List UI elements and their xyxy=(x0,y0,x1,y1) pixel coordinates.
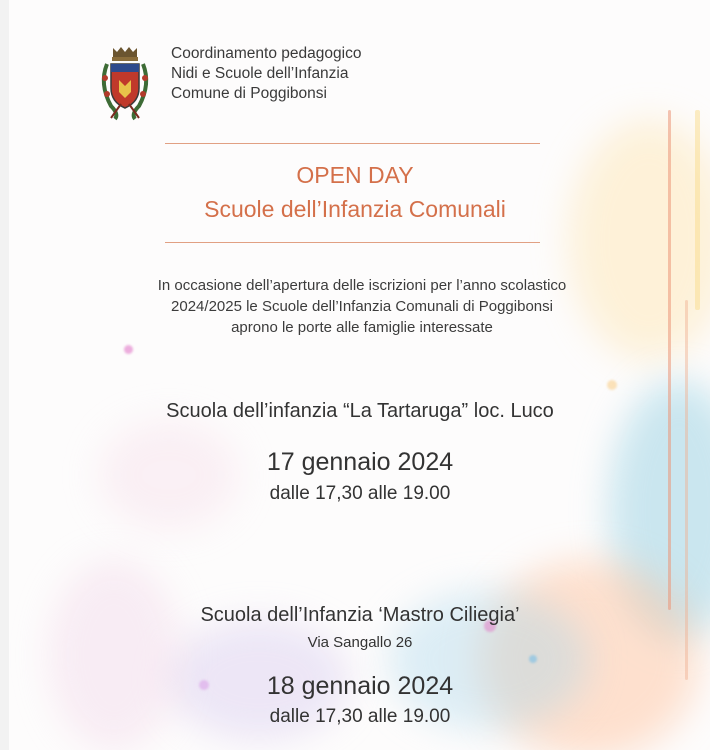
event-title: OPEN DAY xyxy=(296,162,414,188)
coat-of-arms-icon xyxy=(95,44,155,124)
header-text xyxy=(171,44,491,104)
header-line-comune: Comune di Poggibonsi xyxy=(171,85,327,102)
divider-top xyxy=(165,143,540,144)
divider-bottom xyxy=(165,242,540,243)
school-date-tartaruga: 17 gennaio 2024 xyxy=(266,448,454,476)
event-subtitle: Scuole dell’Infanzia Comunali xyxy=(204,196,506,222)
header-line-nidi: Nidi e Scuole dell’Infanzia xyxy=(171,65,349,82)
school-name-mastro-ciliegia: Scuola dell’Infanzia ‘Mastro Ciliegia’ xyxy=(200,604,520,626)
school-time-mastro-ciliegia: dalle 17,30 alle 19.00 xyxy=(269,706,451,727)
school-name-tartaruga: Scuola dell’infanzia “La Tartaruga” loc. Luco xyxy=(166,400,554,422)
paint-dot xyxy=(529,655,537,663)
intro-paragraph xyxy=(92,275,632,338)
intro-line: 2024/2025 le Scuole dell’Infanzia Comunali di Poggibonsi xyxy=(171,298,553,315)
intro-line: In occasione dell’apertura delle iscrizioni per l’anno scolastico xyxy=(157,277,567,294)
school-time-tartaruga: dalle 17,30 alle 19.00 xyxy=(269,483,451,504)
header-line-coordinamento: Coordinamento pedagogico xyxy=(171,45,362,62)
paint-dot xyxy=(124,345,133,354)
school-address-mastro-ciliegia: Via Sangallo 26 xyxy=(307,634,413,651)
school-date-mastro-ciliegia: 18 gennaio 2024 xyxy=(266,672,454,700)
paint-dot xyxy=(607,380,617,390)
intro-line: aprono le porte alle famiglie interessate xyxy=(231,319,493,336)
